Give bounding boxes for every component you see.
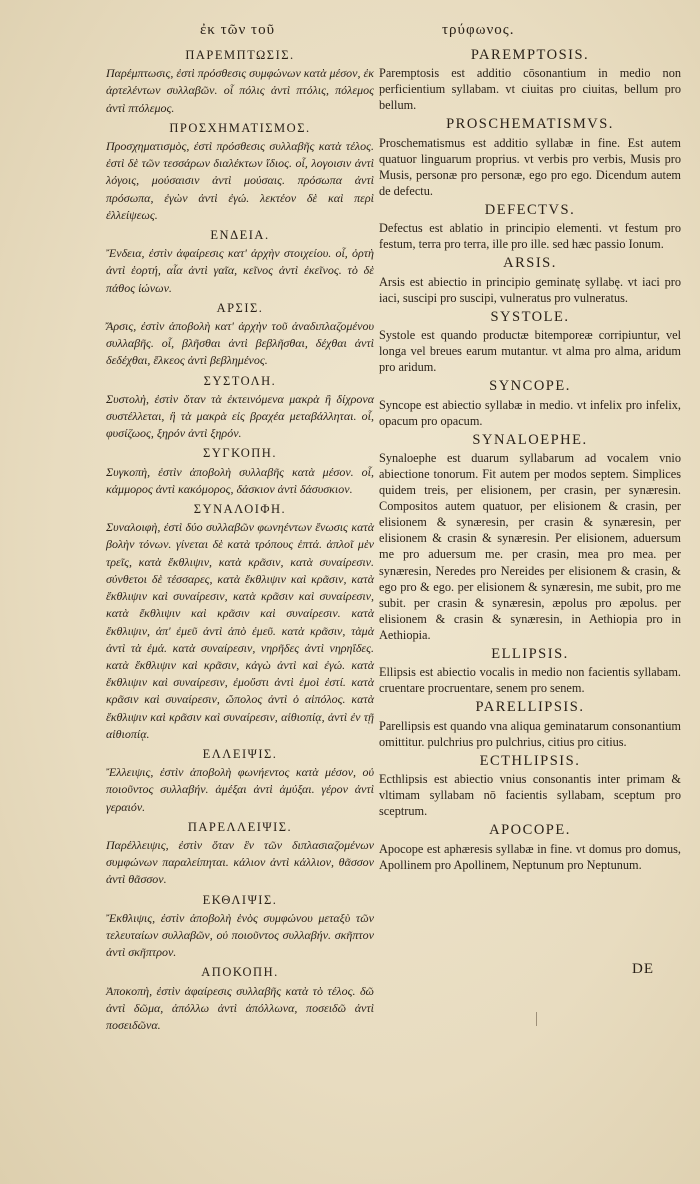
section-heading: ΑΡΣΙΣ. — [216, 300, 264, 315]
section-text: Συστολὴ, ἐστὶν ὅταν τὰ ἐκτεινόμενα μακρὰ ἢ δίχρονα συστέλλεται, ἢ τὰ μακρὰ εἰς βραχέα μεταβάλληται. οἷ, φυσίζωος, ξηρόν ἀντὶ ξηρόν. — [106, 391, 374, 441]
section-heading: ΣΥΣΤΟΛΗ. — [203, 373, 277, 388]
running-head — [0, 22, 700, 48]
ink-mark — [536, 1012, 537, 1026]
greek-section-parelleipsis — [106, 819, 374, 889]
latin-section-paremptosis — [379, 47, 681, 113]
section-heading: ΠΑΡΕΜΠΤΩΣΙΣ. — [185, 48, 295, 62]
greek-column — [106, 46, 374, 1037]
catchword: DE — [632, 961, 654, 977]
latin-section-ellipsis — [379, 646, 681, 696]
greek-section-elleipsis — [106, 746, 374, 816]
latin-section-defectus — [379, 202, 681, 252]
greek-section-paremptosis — [106, 47, 374, 117]
greek-section-synaloiphe — [106, 501, 374, 743]
running-head-right: τρύφωνος. — [442, 22, 515, 38]
section-heading: ELLIPSIS. — [491, 646, 569, 663]
section-text: Proschematismus est additio syllabæ in fine. Est autem quatuor linguarum proprius. vt verbis pro verbis, Musis pro Musis, personæ pro personæ, ego pro ego. Dicendum autem de defectu. — [379, 135, 681, 198]
section-heading: ECTHLIPSIS. — [479, 752, 581, 769]
running-head-left: ἐκ τῶν τοῦ — [200, 22, 275, 38]
section-heading: ARSIS. — [503, 255, 557, 272]
section-heading: ΣΥΓΚΟΠΗ. — [203, 446, 277, 461]
section-heading: PROSCHEMATISMVS. — [446, 116, 614, 133]
section-text: Parellipsis est quando vna aliqua geminatarum consonantium omittitur. pulchrius pro pulchrius, citius pro citius. — [379, 718, 681, 749]
section-heading: ΕΚΘΛΙΨΙΣ. — [202, 892, 278, 907]
section-text: Defectus est ablatio in principio elementi. vt festum pro festum, terra pro terra, ille pro ille. sed hæc passio Ionum. — [379, 221, 681, 252]
greek-section-ekthlipsis — [106, 892, 374, 962]
section-text: Ἔκθλιψις, ἐστὶν ἀποβολὴ ἑνὸς συμφώνου μεταξὺ τῶν τελευταίων συλλαβῶν, οὐ ποιοῦντος συλλαβήν. σκῆπτον ἀντὶ σκῆπτρον. — [106, 910, 374, 960]
section-heading: SYNCOPE. — [489, 378, 571, 395]
section-text: Ἄρσις, ἐστὶν ἀποβολὴ κατ' ἀρχὴν τοῦ ἀναδιπλαζομένου συλλαβῆς. οἷ, βλῆσθαι ἀντὶ βεβλῆσθαι, δέχθαι ἀντὶ δεδέχθαι, ἕλκεος ἀντὶ βεβλημένος. — [106, 319, 374, 368]
section-text: Ellipsis est abiectio vocalis in medio non facientis syllabam. cruentare procruentare, senem pro senem. — [379, 665, 681, 696]
greek-section-proschematismos — [106, 120, 374, 224]
section-heading: DEFECTVS. — [484, 202, 576, 219]
latin-section-ecthlipsis — [379, 753, 681, 819]
latin-section-synaloephe — [379, 432, 681, 643]
section-text: Ecthlipsis est abiectio vnius consonantis inter primam & vltimam syllabam nō facientis syllabam, sceptum pro sceptrum. — [379, 772, 681, 819]
section-text: Παρέλλειψις, ἐστὶν ὅταν ἓν τῶν διπλασιαζομένων συμφώνων παραλείπηται. κάλιον ἀντὶ κάλλιον, θᾶσσον ἀντὶ θᾶσσον. — [106, 837, 374, 887]
section-text: Apocope est aphæresis syllabæ in fine. vt domus pro domus, Apollinem pro Apollinem, Neptunum pro Neptunum. — [379, 841, 681, 872]
section-text: Arsis est abiectio in principio geminatę syllabę. vt iaci pro iaci, suscipi pro suscipi, vulneratus pro vulneratus. — [379, 274, 681, 305]
section-heading: SYNALOEPHE. — [472, 431, 588, 448]
section-heading: ΠΑΡΕΛΛΕΙΨΙΣ. — [187, 819, 293, 834]
section-heading: ΠΡΟΣΧΗΜΑΤΙΣΜΟΣ. — [169, 120, 311, 135]
greek-section-endeia — [106, 227, 374, 297]
section-heading: SYSTOLE. — [490, 308, 570, 325]
latin-section-systole — [379, 309, 681, 375]
greek-section-systole — [106, 373, 374, 443]
section-text: Συγκοπὴ, ἐστὶν ἀποβολὴ συλλαβῆς κατὰ μέσον. οἷ, κάμμορος ἀντὶ κακόμορος, δάσκιον ἀντὶ δάσυσκιον. — [106, 464, 374, 496]
latin-section-parellipsis — [379, 699, 681, 749]
latin-section-proschematismus — [379, 116, 681, 199]
greek-section-apokope — [106, 964, 374, 1034]
greek-section-synkope — [106, 445, 374, 498]
section-heading: PAREMPTOSIS. — [470, 47, 590, 63]
greek-section-arsis — [106, 300, 374, 370]
latin-section-apocope — [379, 822, 681, 872]
latin-section-arsis — [379, 255, 681, 305]
section-heading: ΣΥΝΑΛΟΙΦΗ. — [193, 502, 287, 517]
latin-section-syncope — [379, 378, 681, 428]
section-heading: ΑΠΟΚΟΠΗ. — [201, 965, 279, 980]
section-text: Ἔνδεια, ἐστὶν ἀφαίρεσις κατ' ἀρχὴν στοιχείου. οἷ, ὀρτὴ ἀντὶ ἑορτή, αἶα ἀντὶ γαῖα, κεῖνος ἀντὶ ἐκεῖνος. τὸ δὲ πάθος ἰώνων. — [106, 246, 374, 295]
section-heading: PARELLIPSIS. — [475, 699, 585, 716]
section-text: Syncope est abiectio syllabæ in medio. vt infelix pro infelix, opacum pro opacum. — [379, 397, 681, 428]
section-text: Ἀποκοπὴ, ἐστὶν ἀφαίρεσις συλλαβῆς κατὰ τὸ τέλος. δῶ ἀντὶ δῶμα, ἀπόλλω ἀντὶ ἀπόλλωνα, ποσειδῶ ἀντὶ ποσειδῶνα. — [106, 983, 374, 1032]
section-text: Synaloephe est duarum syllabarum ad vocalem vnio abiectione tonorum. Fit autem per modos septem. Simplices quidem treis, per elisionem, per crasin, per synæresin. Compositos autem quatuor, per elisionem & crasin, per elisionem & synæresin, per crasin & synæresin, per elisionem & crasin & synæresin. Per elisionem, aduersum me pro aduersum me. per crasin, mea pro mea. per synæresin, Neredes pro Nereides per elisionem & crasin, & ego pro & ego. per elisionem & synæresin, me subit, pro me subit. per crasin & synæresin, æpolus pro æpolus. per elisionem & crasin & synæresin, in Aethiopia pro in Aethiopia. — [379, 450, 681, 642]
section-text: Παρέμπτωσις, ἐστὶ πρόσθεσις συμφώνων κατὰ μέσον, ἐκ ἀρτελέντων συλλαβῶν. οἷ πόλις ἀντὶ πτόλις, πόλεμος ἀντὶ πτόλεμος. — [106, 66, 374, 115]
section-heading: APOCOPE. — [489, 822, 571, 839]
section-text: Συναλοιφὴ, ἐστὶ δύο συλλαβῶν φωνηέντων ἕνωσις κατὰ βολὴν τόνων. γίνεται δὲ κατὰ τρόπους ἑπτά. ἁπλοῖ μὲν τρεῖς, κατὰ ἔκθλιψιν, κατὰ κρᾶσιν, κατὰ συναίρεσιν. σύνθετοι δὲ τέσσαρες, κατὰ ἔκθλιψιν καὶ κρᾶσιν, κατὰ ἔκθλιψιν καὶ συναίρεσιν, κατὰ κρᾶσιν καὶ συναίρεσιν, κατὰ ἔκθλιψιν καὶ κρᾶσιν καὶ συναίρεσιν. κατὰ ἔκθλιψιν, ἀπ' ἐμεῦ ἀντὶ ἀπὸ ἐμεῦ. κατὰ κρᾶσιν, τὰμὰ ἀντὶ τὰ ἐμά. κατὰ συναίρεσιν, νηρῆδες ἀντὶ νηρηΐδες. κατὰ ἔκθλιψιν καὶ κρᾶσιν, κἀγὼ ἀντὶ καὶ ἐγώ. κατὰ ἔκθλιψιν καὶ συναίρεσιν, ἐμοὔστι ἀντὶ ἐμοὶ ἐστί. κατὰ κρᾶσιν καὶ συναίρεσιν, ὤπολος ἀντὶ ὁ αἰπόλος. κατὰ ἔκθλιψιν καὶ κρᾶσιν καὶ συναίρεσιν, αἰθιοπίᾳ, ἀντὶ ἐν τῇ αἰθιοπίᾳ. — [106, 520, 374, 741]
section-text: Προσχηματισμὸς, ἐστὶ πρόσθεσις συλλαβῆς κατὰ τέλος. ἐστὶ δὲ τῶν τεσσάρων διαλέκτων ἴδιος. οἷ, λογοισιν ἀντὶ λόγοις, μούσαισιν ἀντὶ μούσαις. πρόσωπα ἀντὶ πρόσωπα, ἐγὼν ἀντὶ ἐγώ. λεκτέον δὲ καὶ περὶ ἐλλείψεως. — [106, 139, 374, 222]
section-heading: ΕΛΛΕΙΨΙΣ. — [202, 746, 278, 761]
section-text: Paremptosis est additio cōsonantium in medio non perficientium syllabam. vt ciuitas pro ciuitas, bellum pro bellum. — [379, 66, 681, 113]
section-heading: ΕΝΔΕΙΑ. — [210, 228, 270, 243]
section-text: Systole est quando productæ bitemporeæ corripiuntur, vel longa vel breues earum mutantur. vt alma pro alma, aridum pro aridum. — [379, 328, 681, 375]
section-text: Ἔλλειψις, ἐστὶν ἀποβολὴ φωνήεντος κατὰ μέσον, οὐ ποιοῦντος συλλαβήν. ἀμέξαι ἀντὶ ἀμύξαι. γέρον ἀντὶ γεραιόν. — [106, 765, 374, 814]
latin-column — [379, 46, 681, 876]
